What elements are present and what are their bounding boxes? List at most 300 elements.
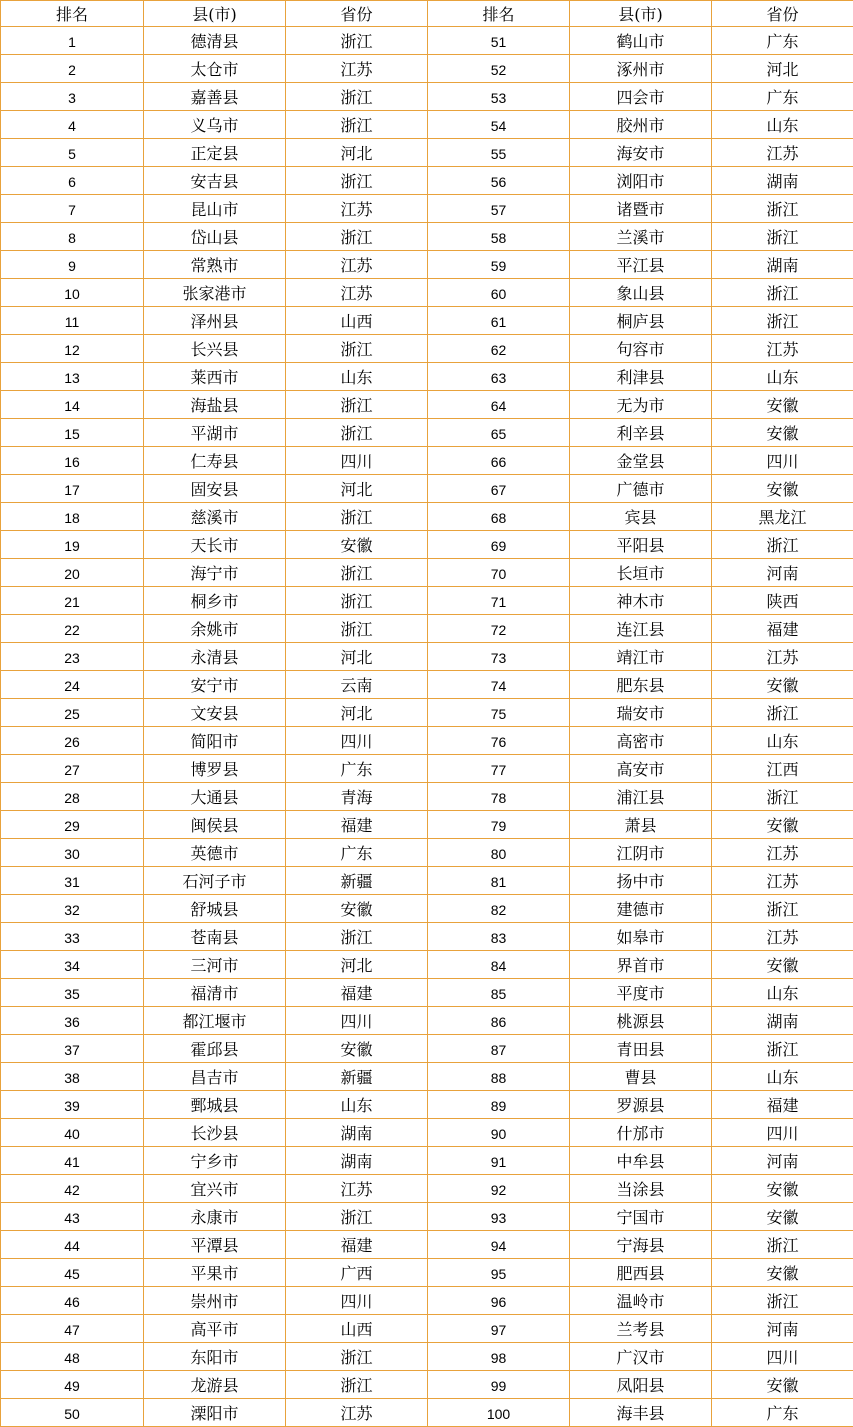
county-cell-right: 凤阳县 (570, 1371, 712, 1399)
table-row (1, 1371, 853, 1399)
province-cell-right: 浙江 (712, 699, 853, 727)
province-cell-left: 河北 (286, 699, 428, 727)
province-cell-right: 四川 (712, 1119, 853, 1147)
table-row (1, 951, 853, 979)
province-cell-right: 河北 (712, 55, 853, 83)
province-cell-right: 湖南 (712, 251, 853, 279)
county-cell-right: 四会市 (570, 83, 712, 111)
table-row (1, 615, 853, 643)
rank-cell-right: 62 (428, 335, 570, 363)
rank-cell-right: 58 (428, 223, 570, 251)
province-cell-left: 安徽 (286, 531, 428, 559)
county-cell-left: 慈溪市 (144, 503, 286, 531)
rank-cell-right: 65 (428, 419, 570, 447)
county-cell-right: 界首市 (570, 951, 712, 979)
province-cell-left: 浙江 (286, 923, 428, 951)
province-cell-left: 福建 (286, 811, 428, 839)
province-cell-left: 浙江 (286, 27, 428, 55)
county-cell-right: 象山县 (570, 279, 712, 307)
county-cell-right: 宁国市 (570, 1203, 712, 1231)
county-cell-right: 诸暨市 (570, 195, 712, 223)
rank-cell-left: 33 (1, 923, 144, 951)
province-cell-left: 浙江 (286, 167, 428, 195)
rank-cell-right: 64 (428, 391, 570, 419)
table-row (1, 867, 853, 895)
table-row (1, 727, 853, 755)
rank-cell-left: 25 (1, 699, 144, 727)
county-cell-left: 太仓市 (144, 55, 286, 83)
county-cell-left: 海宁市 (144, 559, 286, 587)
province-cell-right: 四川 (712, 1343, 853, 1371)
county-cell-left: 平潭县 (144, 1231, 286, 1259)
county-cell-left: 鄄城县 (144, 1091, 286, 1119)
province-cell-left: 山西 (286, 307, 428, 335)
county-cell-right: 平江县 (570, 251, 712, 279)
rank-cell-left: 16 (1, 447, 144, 475)
rank-cell-left: 1 (1, 27, 144, 55)
rank-cell-left: 29 (1, 811, 144, 839)
county-cell-left: 常熟市 (144, 251, 286, 279)
table-row (1, 587, 853, 615)
table-row (1, 307, 853, 335)
county-cell-right: 广汉市 (570, 1343, 712, 1371)
county-cell-left: 高平市 (144, 1315, 286, 1343)
county-cell-left: 永康市 (144, 1203, 286, 1231)
county-cell-left: 大通县 (144, 783, 286, 811)
province-cell-left: 河北 (286, 951, 428, 979)
county-cell-right: 高安市 (570, 755, 712, 783)
province-cell-left: 山东 (286, 363, 428, 391)
county-cell-left: 福清市 (144, 979, 286, 1007)
table-row (1, 643, 853, 671)
table-row (1, 699, 853, 727)
province-cell-left: 浙江 (286, 335, 428, 363)
province-cell-left: 广东 (286, 839, 428, 867)
province-cell-right: 安徽 (712, 1175, 853, 1203)
province-cell-right: 山东 (712, 363, 853, 391)
table-row (1, 671, 853, 699)
rank-cell-right: 51 (428, 27, 570, 55)
county-cell-left: 正定县 (144, 139, 286, 167)
rank-cell-right: 61 (428, 307, 570, 335)
county-cell-right: 当涂县 (570, 1175, 712, 1203)
county-cell-right: 连江县 (570, 615, 712, 643)
table-row (1, 1399, 853, 1427)
county-cell-left: 龙游县 (144, 1371, 286, 1399)
county-cell-right: 金堂县 (570, 447, 712, 475)
table-row (1, 783, 853, 811)
county-cell-right: 桃源县 (570, 1007, 712, 1035)
rank-cell-left: 23 (1, 643, 144, 671)
province-cell-right: 黑龙江 (712, 503, 853, 531)
province-cell-right: 江西 (712, 755, 853, 783)
rank-cell-right: 85 (428, 979, 570, 1007)
rank-cell-left: 36 (1, 1007, 144, 1035)
county-cell-left: 舒城县 (144, 895, 286, 923)
table-body (1, 27, 853, 1427)
county-cell-left: 海盐县 (144, 391, 286, 419)
province-cell-left: 新疆 (286, 867, 428, 895)
province-cell-left: 青海 (286, 783, 428, 811)
province-cell-right: 江苏 (712, 923, 853, 951)
province-cell-right: 山东 (712, 111, 853, 139)
rank-cell-left: 44 (1, 1231, 144, 1259)
table-row (1, 139, 853, 167)
county-cell-left: 平果市 (144, 1259, 286, 1287)
county-cell-right: 温岭市 (570, 1287, 712, 1315)
county-cell-left: 长兴县 (144, 335, 286, 363)
rank-cell-right: 63 (428, 363, 570, 391)
province-cell-right: 浙江 (712, 279, 853, 307)
county-cell-left: 长沙县 (144, 1119, 286, 1147)
province-cell-left: 安徽 (286, 895, 428, 923)
province-cell-left: 广东 (286, 755, 428, 783)
county-cell-left: 仁寿县 (144, 447, 286, 475)
header-county-left: 县(市) (144, 1, 286, 27)
header-rank-right: 排名 (428, 1, 570, 27)
rank-cell-right: 89 (428, 1091, 570, 1119)
province-cell-left: 湖南 (286, 1119, 428, 1147)
county-cell-right: 广德市 (570, 475, 712, 503)
rank-cell-right: 75 (428, 699, 570, 727)
rank-cell-right: 93 (428, 1203, 570, 1231)
rank-cell-right: 70 (428, 559, 570, 587)
county-cell-left: 莱西市 (144, 363, 286, 391)
table-row (1, 251, 853, 279)
rank-cell-left: 21 (1, 587, 144, 615)
county-cell-left: 嘉善县 (144, 83, 286, 111)
rank-cell-right: 81 (428, 867, 570, 895)
table-row (1, 1203, 853, 1231)
province-cell-left: 浙江 (286, 419, 428, 447)
county-cell-right: 宁海县 (570, 1231, 712, 1259)
rank-cell-left: 17 (1, 475, 144, 503)
table-row (1, 279, 853, 307)
rank-cell-left: 31 (1, 867, 144, 895)
county-cell-left: 宜兴市 (144, 1175, 286, 1203)
county-cell-left: 余姚市 (144, 615, 286, 643)
county-cell-right: 宾县 (570, 503, 712, 531)
county-cell-right: 平度市 (570, 979, 712, 1007)
rank-cell-left: 41 (1, 1147, 144, 1175)
county-cell-right: 如皋市 (570, 923, 712, 951)
county-cell-right: 肥东县 (570, 671, 712, 699)
province-cell-right: 河南 (712, 1315, 853, 1343)
county-cell-left: 永清县 (144, 643, 286, 671)
rank-cell-right: 60 (428, 279, 570, 307)
county-cell-left: 岱山县 (144, 223, 286, 251)
province-cell-right: 湖南 (712, 1007, 853, 1035)
county-cell-right: 瑞安市 (570, 699, 712, 727)
county-cell-right: 罗源县 (570, 1091, 712, 1119)
province-cell-left: 浙江 (286, 559, 428, 587)
table-row (1, 195, 853, 223)
rank-cell-left: 12 (1, 335, 144, 363)
table-row (1, 1343, 853, 1371)
table-row (1, 1259, 853, 1287)
county-cell-right: 神木市 (570, 587, 712, 615)
rank-cell-left: 49 (1, 1371, 144, 1399)
rank-cell-right: 59 (428, 251, 570, 279)
county-cell-left: 溧阳市 (144, 1399, 286, 1427)
county-cell-left: 都江堰市 (144, 1007, 286, 1035)
rank-cell-right: 67 (428, 475, 570, 503)
county-cell-left: 张家港市 (144, 279, 286, 307)
rank-cell-right: 99 (428, 1371, 570, 1399)
county-cell-right: 胶州市 (570, 111, 712, 139)
rank-cell-right: 71 (428, 587, 570, 615)
county-cell-left: 英德市 (144, 839, 286, 867)
rank-cell-right: 88 (428, 1063, 570, 1091)
province-cell-left: 四川 (286, 1287, 428, 1315)
province-cell-right: 山东 (712, 727, 853, 755)
table-row (1, 167, 853, 195)
province-cell-right: 广东 (712, 27, 853, 55)
province-cell-left: 四川 (286, 447, 428, 475)
table-row (1, 1119, 853, 1147)
county-cell-left: 三河市 (144, 951, 286, 979)
rank-cell-left: 27 (1, 755, 144, 783)
county-cell-right: 句容市 (570, 335, 712, 363)
rank-cell-left: 4 (1, 111, 144, 139)
table-row (1, 1035, 853, 1063)
county-cell-right: 浏阳市 (570, 167, 712, 195)
table-row (1, 979, 853, 1007)
province-cell-left: 浙江 (286, 223, 428, 251)
rank-cell-right: 94 (428, 1231, 570, 1259)
county-cell-right: 兰溪市 (570, 223, 712, 251)
rank-cell-left: 32 (1, 895, 144, 923)
county-cell-right: 海安市 (570, 139, 712, 167)
table-row (1, 83, 853, 111)
county-cell-left: 文安县 (144, 699, 286, 727)
province-cell-right: 河南 (712, 1147, 853, 1175)
table-row (1, 447, 853, 475)
province-cell-left: 广西 (286, 1259, 428, 1287)
county-cell-right: 海丰县 (570, 1399, 712, 1427)
county-cell-right: 肥西县 (570, 1259, 712, 1287)
county-cell-right: 桐庐县 (570, 307, 712, 335)
table-row (1, 839, 853, 867)
county-cell-left: 昆山市 (144, 195, 286, 223)
rank-cell-left: 5 (1, 139, 144, 167)
rank-cell-left: 35 (1, 979, 144, 1007)
table-row (1, 559, 853, 587)
county-cell-right: 高密市 (570, 727, 712, 755)
rank-cell-left: 39 (1, 1091, 144, 1119)
province-cell-left: 福建 (286, 1231, 428, 1259)
county-cell-left: 平湖市 (144, 419, 286, 447)
header-rank-left: 排名 (1, 1, 144, 27)
province-cell-left: 浙江 (286, 1371, 428, 1399)
province-cell-left: 河北 (286, 643, 428, 671)
header-province-right: 省份 (712, 1, 853, 27)
province-cell-left: 四川 (286, 727, 428, 755)
county-cell-right: 曹县 (570, 1063, 712, 1091)
county-cell-left: 德清县 (144, 27, 286, 55)
rank-cell-right: 100 (428, 1399, 570, 1427)
province-cell-right: 江苏 (712, 867, 853, 895)
rank-cell-right: 95 (428, 1259, 570, 1287)
county-cell-right: 长垣市 (570, 559, 712, 587)
county-cell-right: 萧县 (570, 811, 712, 839)
province-cell-left: 浙江 (286, 1343, 428, 1371)
province-cell-right: 安徽 (712, 1371, 853, 1399)
rank-cell-right: 79 (428, 811, 570, 839)
rank-cell-right: 74 (428, 671, 570, 699)
rank-cell-left: 10 (1, 279, 144, 307)
table-row (1, 55, 853, 83)
province-cell-right: 陕西 (712, 587, 853, 615)
table-row (1, 335, 853, 363)
county-cell-left: 固安县 (144, 475, 286, 503)
county-cell-left: 义乌市 (144, 111, 286, 139)
province-cell-left: 福建 (286, 979, 428, 1007)
province-cell-left: 安徽 (286, 1035, 428, 1063)
rank-cell-left: 6 (1, 167, 144, 195)
table-row (1, 1287, 853, 1315)
rank-cell-right: 83 (428, 923, 570, 951)
county-cell-right: 扬中市 (570, 867, 712, 895)
rank-cell-left: 37 (1, 1035, 144, 1063)
province-cell-left: 云南 (286, 671, 428, 699)
rank-cell-right: 52 (428, 55, 570, 83)
province-cell-left: 浙江 (286, 615, 428, 643)
table-row (1, 531, 853, 559)
rank-cell-left: 50 (1, 1399, 144, 1427)
table-row (1, 811, 853, 839)
rank-cell-right: 90 (428, 1119, 570, 1147)
table-row (1, 111, 853, 139)
table-row (1, 1091, 853, 1119)
rank-cell-left: 46 (1, 1287, 144, 1315)
rank-cell-right: 80 (428, 839, 570, 867)
province-cell-left: 新疆 (286, 1063, 428, 1091)
rank-cell-right: 55 (428, 139, 570, 167)
rank-cell-left: 9 (1, 251, 144, 279)
county-cell-right: 鹤山市 (570, 27, 712, 55)
rank-cell-right: 82 (428, 895, 570, 923)
rank-cell-left: 19 (1, 531, 144, 559)
rank-cell-right: 73 (428, 643, 570, 671)
table-row (1, 1231, 853, 1259)
rank-cell-right: 78 (428, 783, 570, 811)
province-cell-right: 安徽 (712, 671, 853, 699)
rank-cell-right: 68 (428, 503, 570, 531)
rank-cell-left: 30 (1, 839, 144, 867)
province-cell-right: 安徽 (712, 419, 853, 447)
province-cell-right: 安徽 (712, 1259, 853, 1287)
rank-cell-left: 28 (1, 783, 144, 811)
province-cell-right: 浙江 (712, 895, 853, 923)
province-cell-left: 浙江 (286, 83, 428, 111)
province-cell-right: 浙江 (712, 1035, 853, 1063)
county-cell-right: 江阴市 (570, 839, 712, 867)
province-cell-left: 江苏 (286, 1175, 428, 1203)
table-row (1, 419, 853, 447)
county-cell-left: 泽州县 (144, 307, 286, 335)
county-cell-left: 安吉县 (144, 167, 286, 195)
province-cell-right: 湖南 (712, 167, 853, 195)
table-row (1, 1147, 853, 1175)
rank-cell-left: 8 (1, 223, 144, 251)
province-cell-left: 江苏 (286, 1399, 428, 1427)
county-cell-left: 石河子市 (144, 867, 286, 895)
county-cell-left: 昌吉市 (144, 1063, 286, 1091)
province-cell-right: 江苏 (712, 335, 853, 363)
rank-cell-right: 57 (428, 195, 570, 223)
province-cell-right: 浙江 (712, 223, 853, 251)
county-cell-right: 兰考县 (570, 1315, 712, 1343)
rank-cell-left: 15 (1, 419, 144, 447)
table-row (1, 503, 853, 531)
county-cell-right: 利辛县 (570, 419, 712, 447)
rank-cell-left: 42 (1, 1175, 144, 1203)
county-cell-right: 建德市 (570, 895, 712, 923)
province-cell-right: 安徽 (712, 951, 853, 979)
province-cell-left: 江苏 (286, 55, 428, 83)
province-cell-left: 浙江 (286, 503, 428, 531)
table-row (1, 1063, 853, 1091)
county-cell-left: 博罗县 (144, 755, 286, 783)
county-cell-left: 宁乡市 (144, 1147, 286, 1175)
rank-cell-left: 13 (1, 363, 144, 391)
county-cell-right: 什邡市 (570, 1119, 712, 1147)
rank-cell-right: 66 (428, 447, 570, 475)
rank-cell-left: 2 (1, 55, 144, 83)
county-cell-left: 东阳市 (144, 1343, 286, 1371)
county-cell-left: 简阳市 (144, 727, 286, 755)
county-cell-right: 浦江县 (570, 783, 712, 811)
province-cell-right: 广东 (712, 1399, 853, 1427)
table-row (1, 923, 853, 951)
table-row (1, 755, 853, 783)
rank-cell-right: 72 (428, 615, 570, 643)
rank-cell-left: 20 (1, 559, 144, 587)
rank-cell-right: 56 (428, 167, 570, 195)
rank-cell-left: 43 (1, 1203, 144, 1231)
rank-cell-right: 92 (428, 1175, 570, 1203)
province-cell-left: 山西 (286, 1315, 428, 1343)
rank-cell-left: 22 (1, 615, 144, 643)
province-cell-right: 浙江 (712, 1287, 853, 1315)
province-cell-right: 江苏 (712, 643, 853, 671)
rank-cell-left: 18 (1, 503, 144, 531)
rank-cell-right: 69 (428, 531, 570, 559)
table-row (1, 391, 853, 419)
province-cell-right: 安徽 (712, 475, 853, 503)
rank-cell-right: 84 (428, 951, 570, 979)
table-row (1, 1315, 853, 1343)
rank-cell-right: 96 (428, 1287, 570, 1315)
county-cell-left: 苍南县 (144, 923, 286, 951)
province-cell-left: 河北 (286, 139, 428, 167)
table-row (1, 475, 853, 503)
rank-cell-left: 24 (1, 671, 144, 699)
table-row (1, 223, 853, 251)
rank-cell-right: 54 (428, 111, 570, 139)
header-county-right: 县(市) (570, 1, 712, 27)
table-row (1, 1007, 853, 1035)
county-cell-left: 天长市 (144, 531, 286, 559)
table-row (1, 27, 853, 55)
county-cell-left: 闽侯县 (144, 811, 286, 839)
province-cell-right: 安徽 (712, 1203, 853, 1231)
county-cell-right: 靖江市 (570, 643, 712, 671)
county-cell-right: 青田县 (570, 1035, 712, 1063)
province-cell-right: 安徽 (712, 391, 853, 419)
province-cell-right: 浙江 (712, 307, 853, 335)
